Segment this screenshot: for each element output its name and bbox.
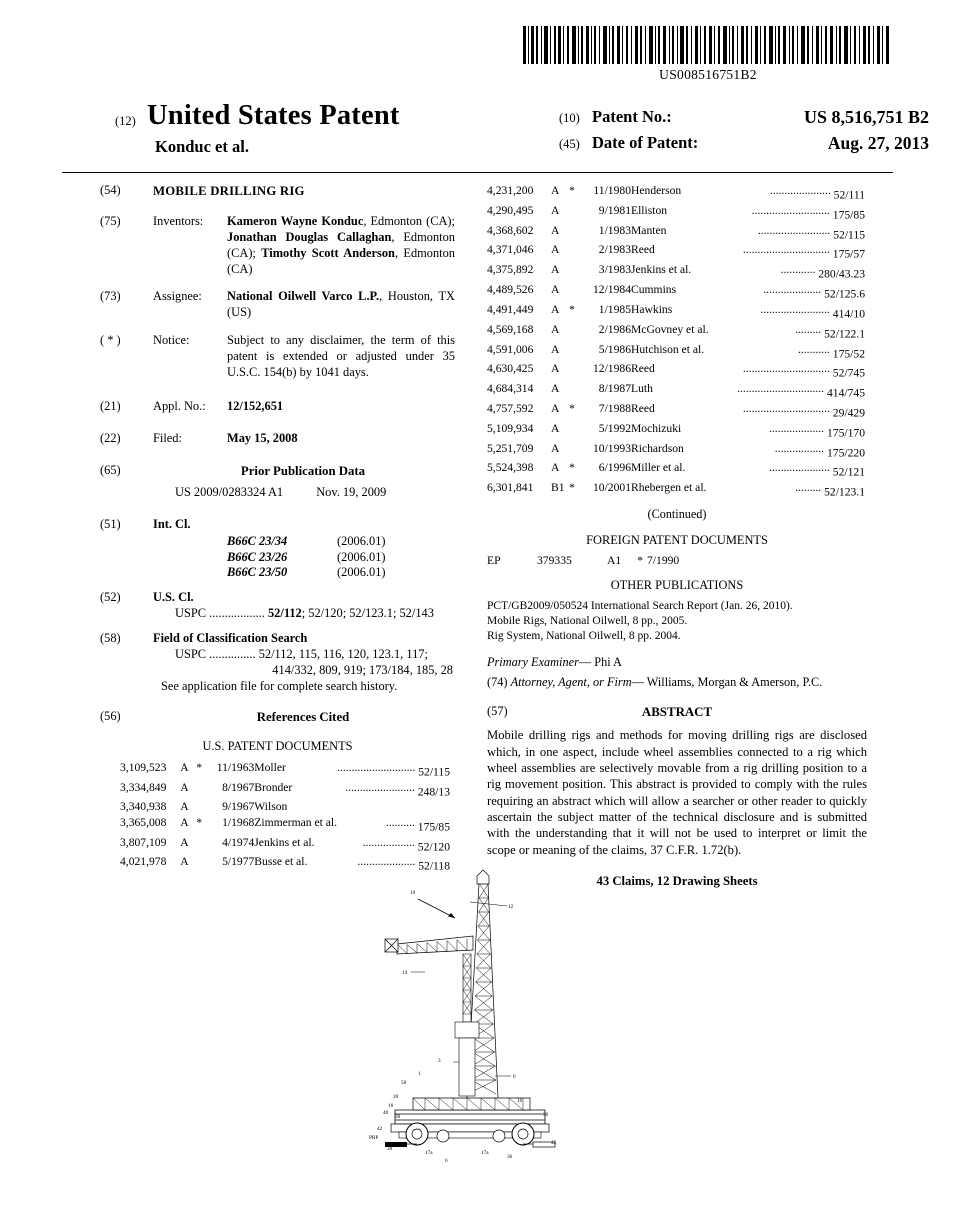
left-column bbox=[100, 183, 455, 874]
other-publications-heading: OTHER PUBLICATIONS bbox=[610, 577, 744, 592]
ref-class: ..................... 52/111 bbox=[769, 184, 865, 202]
field-tag-45: (45) bbox=[559, 137, 580, 151]
table-row bbox=[120, 780, 450, 800]
ref-kind: A bbox=[551, 421, 560, 435]
ref-star: * bbox=[569, 302, 575, 316]
figure-label: 17a bbox=[481, 1150, 489, 1156]
ref-number: 4,290,495 bbox=[487, 203, 534, 217]
ref-number: 5,109,934 bbox=[487, 421, 534, 435]
ref-date: 12/1986 bbox=[592, 362, 631, 376]
prior-publication-field bbox=[100, 463, 455, 501]
table-row bbox=[120, 799, 450, 814]
ref-star bbox=[567, 322, 577, 342]
table-row bbox=[120, 760, 450, 780]
us-patent-documents-table bbox=[120, 760, 450, 874]
prior-publication-number: US 2009/0283324 A1 bbox=[175, 484, 284, 499]
int-cl-code: B66C 23/26 bbox=[227, 549, 288, 564]
int-cl-row bbox=[227, 534, 453, 550]
figure-label: 30 bbox=[543, 1112, 549, 1118]
table-row bbox=[487, 282, 865, 302]
references-cited-field bbox=[100, 709, 455, 725]
int-cl-heading: Int. Cl. bbox=[153, 516, 191, 531]
field-of-search-heading: Field of Classification Search bbox=[153, 631, 308, 645]
figure-label: 6 bbox=[513, 1074, 516, 1080]
patent-identifiers bbox=[559, 107, 929, 159]
filed-value: May 15, 2008 bbox=[227, 430, 298, 445]
filed-label: Filed: bbox=[153, 430, 182, 445]
ref-star bbox=[567, 441, 577, 461]
ref-kind: A bbox=[551, 382, 560, 396]
figure-label: 36 bbox=[507, 1154, 513, 1160]
ref-star: * bbox=[569, 461, 575, 475]
inventor-shortname: Konduc et al. bbox=[155, 137, 249, 156]
ref-date: 6/1996 bbox=[598, 461, 631, 475]
ref-name: Henderson bbox=[631, 184, 682, 197]
ref-date: 8/1967 bbox=[222, 780, 255, 794]
int-cl-row bbox=[227, 565, 453, 581]
table-row bbox=[120, 835, 450, 855]
claims-sheets-line: 43 Claims, 12 Drawing Sheets bbox=[596, 874, 758, 889]
table-row bbox=[487, 242, 865, 262]
ref-class: ........................ 414/10 bbox=[760, 302, 865, 321]
ref-star: * bbox=[196, 815, 203, 829]
fpd-country: EP bbox=[487, 554, 501, 568]
ref-number: 4,368,602 bbox=[487, 223, 534, 237]
ref-date: 7/1988 bbox=[598, 401, 631, 415]
attorney-line bbox=[487, 675, 867, 691]
ref-star bbox=[567, 342, 577, 362]
assignee-label: Assignee: bbox=[153, 289, 202, 304]
ref-number: 4,684,314 bbox=[487, 382, 534, 396]
table-row bbox=[120, 815, 450, 835]
field-tag-12: (12) bbox=[115, 114, 136, 128]
ref-date: 9/1967 bbox=[222, 800, 255, 814]
ref-class: ......... 52/122.1 bbox=[795, 322, 865, 341]
ref-star bbox=[567, 381, 577, 401]
abstract-heading: ABSTRACT bbox=[641, 704, 713, 719]
ref-name: Reed bbox=[631, 362, 655, 376]
table-row bbox=[487, 441, 865, 461]
ref-kind: A bbox=[551, 401, 560, 415]
figure-label: PRP bbox=[369, 1135, 379, 1141]
ref-name: Moller bbox=[254, 760, 286, 774]
ref-star bbox=[567, 223, 577, 243]
ref-number: 3,340,938 bbox=[120, 800, 167, 814]
patent-number-row bbox=[559, 107, 929, 133]
attorney-label: Attorney, Agent, or Firm bbox=[510, 675, 632, 690]
ref-kind: A bbox=[551, 203, 560, 217]
ref-name: McGovney et al. bbox=[631, 322, 709, 336]
ref-class bbox=[337, 799, 450, 814]
table-row bbox=[487, 553, 865, 568]
ref-date: 2/1983 bbox=[598, 243, 631, 257]
int-cl-year: (2006.01) bbox=[337, 533, 386, 548]
ref-kind: A bbox=[551, 223, 560, 237]
ref-number: 4,491,449 bbox=[487, 302, 534, 316]
figure-label: 10 bbox=[410, 890, 416, 896]
ref-kind: A bbox=[180, 760, 189, 774]
inventors-field bbox=[100, 214, 455, 278]
ref-class: ........................... 175/85 bbox=[751, 203, 865, 222]
ref-number: 3,109,523 bbox=[120, 760, 167, 774]
figure-label: 50 bbox=[401, 1080, 407, 1086]
figure-label: 6 bbox=[445, 1158, 448, 1164]
barcode-area bbox=[523, 26, 893, 83]
ref-kind: A bbox=[551, 243, 560, 257]
ref-name: Busse et al. bbox=[254, 855, 308, 869]
ref-number: 4,231,200 bbox=[487, 184, 534, 197]
ref-kind: A bbox=[551, 461, 560, 475]
ref-date: 5/1977 bbox=[222, 855, 255, 869]
figure-label: 42 bbox=[377, 1126, 383, 1132]
fpd-number: 379335 bbox=[537, 554, 572, 568]
ref-name: Elliston bbox=[631, 203, 668, 217]
ref-star bbox=[567, 421, 577, 441]
field-tag-75: (75) bbox=[100, 213, 121, 228]
int-cl-code: B66C 23/50 bbox=[227, 565, 288, 580]
ref-number: 4,021,978 bbox=[120, 855, 167, 869]
field-of-search-dots: ............... bbox=[209, 646, 256, 661]
appl-no-label: Appl. No.: bbox=[153, 398, 206, 413]
ref-number: 5,251,709 bbox=[487, 441, 534, 455]
notice-field bbox=[100, 333, 455, 381]
field-tag-notice: ( * ) bbox=[100, 333, 121, 348]
ref-name: Reed bbox=[631, 401, 655, 415]
ref-class: .............................. 175/57 bbox=[742, 243, 865, 261]
filed-field bbox=[100, 431, 455, 447]
attorney-value: Williams, Morgan & Amerson, P.C. bbox=[646, 675, 823, 690]
ref-star bbox=[567, 203, 577, 223]
ref-kind: A bbox=[551, 263, 560, 277]
ref-kind: A bbox=[551, 283, 560, 297]
patent-date-label: Date of Patent: bbox=[592, 133, 699, 152]
ref-name: Jenkins et al. bbox=[631, 263, 692, 277]
table-row bbox=[487, 401, 865, 421]
ref-name: Wilson bbox=[254, 800, 288, 814]
field-tag-10: (10) bbox=[559, 111, 580, 125]
list-item: PCT/GB2009/050524 International Search Report (Jan. 26, 2010). bbox=[487, 599, 793, 612]
figure-label: 12 bbox=[508, 904, 514, 910]
patent-date-row bbox=[559, 133, 929, 159]
assignee-field bbox=[100, 289, 455, 321]
ref-class: .............................. 52/745 bbox=[742, 362, 865, 380]
ref-name: Rhebergen et al. bbox=[631, 481, 707, 495]
header-divider bbox=[62, 172, 893, 173]
ref-name: Mochizuki bbox=[631, 421, 682, 435]
ref-kind: A bbox=[551, 322, 560, 336]
ref-star bbox=[567, 282, 577, 302]
ref-kind: A bbox=[551, 184, 560, 197]
patent-date-value: Aug. 27, 2013 bbox=[827, 133, 929, 153]
ref-class: ........... 175/52 bbox=[797, 342, 865, 360]
table-row bbox=[487, 480, 865, 500]
ref-kind: A bbox=[180, 800, 189, 814]
figure-label: 42 bbox=[551, 1140, 557, 1146]
barcode-number: US008516751B2 bbox=[659, 67, 757, 82]
field-of-search-value-2-row bbox=[153, 663, 453, 679]
ref-name: Hutchison et al. bbox=[631, 342, 705, 356]
attorney-dash: — bbox=[631, 675, 644, 690]
ref-number: 3,807,109 bbox=[120, 835, 167, 849]
figure-label: 40 bbox=[383, 1110, 389, 1116]
field-tag-22: (22) bbox=[100, 430, 121, 445]
prior-publication-date: Nov. 19, 2009 bbox=[316, 484, 387, 499]
field-of-search-field bbox=[100, 631, 455, 695]
ref-date: 2/1986 bbox=[598, 322, 631, 336]
ref-name: Luth bbox=[631, 382, 653, 396]
figure-label: 3 bbox=[438, 1058, 441, 1064]
abstract-body: Mobile drilling rigs and methods for moving drilling rigs are disclosed which, in one aspect, include wheel assemblies connected to a rig which wheel assemblies are selectively movable from a rig drilling position to a rig movement position. This abstract is provided to comply with the rules requiring an abstract which will allow a searcher or other reader to quickly ascertain the subject matter of the technical disclosure and is submitted with the understanding that it will not be used to interpret or limit the scope or meaning of the claims, 37 C.F.R. 1.72(b). bbox=[487, 728, 867, 857]
table-row bbox=[487, 302, 865, 322]
other-publications-list bbox=[487, 599, 867, 645]
figure-label: 30 bbox=[395, 1114, 401, 1120]
inventors-value: Kameron Wayne Konduc, Edmonton (CA); Jonathan Douglas Callaghan, Edmonton (CA); Timothy Scott Anderson, Edmonton (CA) bbox=[227, 213, 455, 276]
ref-date: 1/1983 bbox=[598, 223, 631, 237]
prior-publication-row bbox=[175, 485, 453, 501]
ref-star bbox=[195, 780, 204, 800]
ref-date: 3/1983 bbox=[598, 263, 631, 277]
ref-date: 4/1974 bbox=[222, 835, 255, 849]
ref-name: Jenkins et al. bbox=[254, 835, 315, 849]
table-row bbox=[487, 361, 865, 381]
barcode-image bbox=[523, 26, 891, 64]
right-column bbox=[487, 183, 867, 889]
ref-class: ............ 280/43.23 bbox=[780, 263, 865, 281]
ref-class: .......... 175/85 bbox=[385, 815, 450, 834]
patent-number-value: US 8,516,751 B2 bbox=[803, 107, 929, 127]
us-patent-documents-heading: U.S. PATENT DOCUMENTS bbox=[202, 738, 353, 753]
ref-number: 4,375,892 bbox=[487, 263, 534, 277]
field-tag-54: (54) bbox=[100, 183, 121, 197]
int-cl-year: (2006.01) bbox=[337, 565, 386, 580]
ref-date: 5/1986 bbox=[598, 342, 631, 356]
field-tag-58: (58) bbox=[100, 631, 121, 645]
field-tag-74: (74) bbox=[487, 675, 508, 690]
assignee-value: National Oilwell Varco L.P., Houston, TX (US) bbox=[227, 289, 455, 320]
inventors-label: Inventors: bbox=[153, 213, 204, 228]
ref-class: ................... 175/170 bbox=[769, 421, 865, 440]
list-item: Mobile Rigs, National Oilwell, 8 pp., 2005. bbox=[487, 614, 688, 627]
ref-class: .................. 52/120 bbox=[362, 835, 450, 853]
ref-class: ........................ 248/13 bbox=[345, 780, 450, 798]
figure-label: 20 bbox=[393, 1094, 399, 1100]
ref-number: 4,757,592 bbox=[487, 401, 534, 415]
ref-name: Miller et al. bbox=[631, 461, 686, 475]
ref-kind: A bbox=[551, 362, 560, 376]
table-row bbox=[487, 322, 865, 342]
field-of-search-row bbox=[175, 647, 463, 663]
table-row bbox=[487, 460, 865, 480]
table-row bbox=[487, 381, 865, 401]
ref-number: 4,569,168 bbox=[487, 322, 534, 336]
us-cl-label: USPC bbox=[175, 606, 206, 621]
figure-label: 1 bbox=[418, 1071, 421, 1077]
ref-kind: A bbox=[180, 780, 189, 794]
ref-kind: A bbox=[551, 302, 560, 316]
primary-examiner-line bbox=[487, 655, 867, 671]
field-of-search-value-2: 414/332, 809, 919; 173/184, 185, 28 bbox=[272, 662, 453, 677]
list-item: Rig System, National Oilwell, 8 pp. 2004. bbox=[487, 630, 681, 643]
abstract-heading-row bbox=[487, 704, 867, 721]
patent-number-label: Patent No.: bbox=[592, 107, 672, 126]
drawing-figure bbox=[355, 862, 605, 1192]
ref-name: Hawkins bbox=[631, 302, 673, 316]
us-patent-documents-continued-table bbox=[487, 183, 865, 500]
ref-name: Manten bbox=[631, 223, 667, 237]
ref-class: .................... 52/118 bbox=[357, 855, 450, 873]
ref-name: Reed bbox=[631, 243, 655, 257]
prior-publication-heading: Prior Publication Data bbox=[240, 463, 366, 478]
ref-date: 1/1968 bbox=[222, 815, 255, 829]
ref-date: 10/2001 bbox=[592, 481, 631, 495]
ref-star bbox=[567, 242, 577, 262]
drilling-rig-drawing bbox=[355, 862, 605, 1192]
ref-star bbox=[195, 835, 204, 855]
continued-label: (Continued) bbox=[647, 507, 707, 521]
ref-name: Richardson bbox=[631, 441, 684, 455]
us-cl-heading: U.S. Cl. bbox=[153, 590, 194, 605]
field-tag-51: (51) bbox=[100, 516, 121, 531]
table-row bbox=[487, 203, 865, 223]
patent-title-block bbox=[62, 100, 929, 162]
fpd-kind: A1 bbox=[607, 554, 622, 568]
ref-class: ................. 175/220 bbox=[774, 441, 865, 459]
ref-name: Zimmerman et al. bbox=[254, 815, 338, 829]
ref-name: Cummins bbox=[631, 283, 677, 297]
ref-class: ......................... 52/115 bbox=[757, 223, 865, 242]
ref-kind: A bbox=[180, 815, 189, 829]
ref-kind: B1 bbox=[551, 481, 565, 495]
primary-examiner-value: Phi A bbox=[594, 655, 622, 670]
ref-class: .............................. 414/745 bbox=[737, 382, 865, 400]
ref-number: 6,301,841 bbox=[487, 481, 534, 495]
ref-star bbox=[567, 361, 577, 381]
ref-date: 11/1980 bbox=[593, 184, 631, 197]
us-cl-secondary: ; 52/120; 52/123.1; 52/143 bbox=[301, 606, 434, 621]
ref-star: * bbox=[569, 184, 575, 197]
primary-examiner-label: Primary Examiner bbox=[487, 655, 579, 670]
field-of-search-note: See application file for complete search history. bbox=[161, 678, 398, 693]
foreign-patent-documents-heading: FOREIGN PATENT DOCUMENTS bbox=[586, 532, 768, 547]
field-tag-57: (57) bbox=[487, 703, 508, 718]
ref-class: ........................... 52/115 bbox=[337, 760, 450, 779]
ref-date: 5/1992 bbox=[598, 421, 631, 435]
ref-number: 4,591,006 bbox=[487, 342, 534, 356]
ref-star bbox=[567, 262, 577, 282]
ref-star: * bbox=[569, 401, 575, 415]
invention-title-field bbox=[100, 183, 455, 200]
fpd-star: * bbox=[637, 554, 643, 568]
us-cl-field bbox=[100, 590, 455, 622]
ref-class: .................... 52/125.6 bbox=[763, 283, 865, 301]
ref-class: .............................. 29/429 bbox=[742, 401, 865, 420]
ref-number: 5,524,398 bbox=[487, 461, 534, 475]
examiner-dash: — bbox=[578, 655, 592, 670]
us-cl-dots: .................. bbox=[209, 606, 265, 621]
field-tag-52: (52) bbox=[100, 590, 121, 605]
appl-no-value: 12/152,651 bbox=[227, 398, 284, 413]
invention-title: MOBILE DRILLING RIG bbox=[153, 184, 305, 198]
int-cl-year: (2006.01) bbox=[337, 549, 386, 564]
field-tag-21: (21) bbox=[100, 398, 121, 413]
us-cl-row bbox=[175, 606, 455, 622]
int-cl-table bbox=[227, 534, 453, 582]
ref-date: 11/1963 bbox=[216, 760, 255, 774]
ref-kind: A bbox=[551, 342, 560, 356]
ref-date: 10/1993 bbox=[592, 441, 631, 455]
ref-name: Bronder bbox=[254, 780, 293, 794]
ref-number: 4,371,046 bbox=[487, 243, 534, 257]
ref-number: 3,334,849 bbox=[120, 780, 167, 794]
us-cl-primary: 52/112 bbox=[267, 606, 302, 621]
figure-label: 38 bbox=[387, 1146, 393, 1152]
ref-class: ..................... 52/121 bbox=[769, 461, 865, 479]
ref-star bbox=[195, 854, 204, 874]
figure-label: 17a bbox=[425, 1150, 433, 1156]
field-tag-65: (65) bbox=[100, 462, 121, 477]
table-row bbox=[487, 262, 865, 282]
ref-star bbox=[195, 799, 204, 814]
table-row bbox=[487, 421, 865, 441]
ref-date: 9/1981 bbox=[598, 203, 631, 217]
ref-kind: A bbox=[180, 835, 189, 849]
figure-label: 16 bbox=[388, 1103, 394, 1109]
ref-date: 1/1985 bbox=[598, 302, 631, 316]
figure-label: 14 bbox=[402, 970, 408, 976]
figure-label: 16 bbox=[517, 1098, 523, 1104]
field-of-search-label: USPC bbox=[175, 646, 206, 661]
references-cited-heading: References Cited bbox=[256, 709, 350, 724]
field-tag-56: (56) bbox=[100, 708, 121, 723]
ref-number: 4,489,526 bbox=[487, 283, 534, 297]
int-cl-code: B66C 23/34 bbox=[227, 533, 288, 548]
ref-kind: A bbox=[551, 441, 560, 455]
appl-no-field bbox=[100, 399, 455, 415]
ref-class: ......... 52/123.1 bbox=[795, 481, 865, 499]
page-title: United States Patent bbox=[147, 100, 400, 131]
foreign-patent-documents-table bbox=[487, 553, 865, 568]
table-row bbox=[487, 183, 865, 203]
notice-value: Subject to any disclaimer, the term of this patent is extended or adjusted under 35 U.S.C. 154(b) by 1041 days. bbox=[227, 333, 455, 379]
ref-date: 12/1984 bbox=[592, 283, 631, 297]
int-cl-field bbox=[100, 517, 455, 582]
field-tag-73: (73) bbox=[100, 289, 121, 304]
ref-star: * bbox=[196, 760, 203, 774]
table-row bbox=[487, 223, 865, 243]
ref-star: * bbox=[569, 481, 575, 495]
ref-number: 3,365,008 bbox=[120, 815, 167, 829]
fpd-date: 7/1990 bbox=[647, 554, 680, 568]
ref-kind: A bbox=[180, 855, 189, 869]
int-cl-row bbox=[227, 550, 453, 566]
field-of-search-value-1: 52/112, 115, 116, 120, 123.1, 117; bbox=[258, 646, 428, 661]
notice-label: Notice: bbox=[153, 333, 190, 348]
ref-number: 4,630,425 bbox=[487, 362, 534, 376]
ref-date: 8/1987 bbox=[598, 382, 631, 396]
table-row bbox=[487, 342, 865, 362]
